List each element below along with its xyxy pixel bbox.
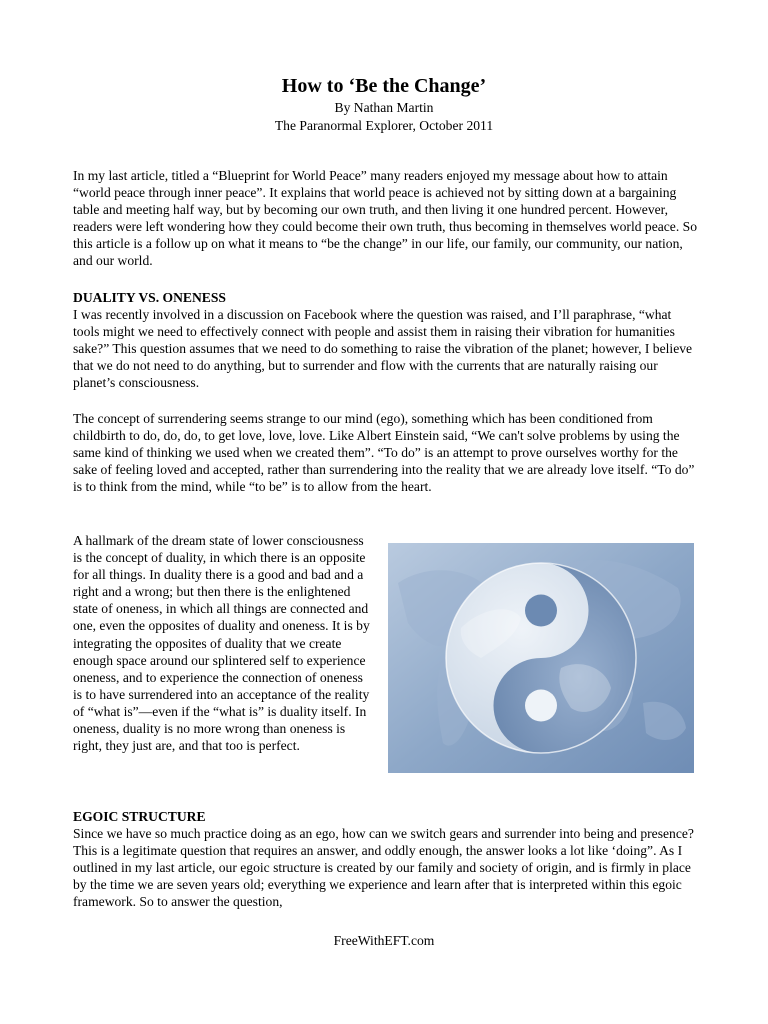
page-footer: FreeWithEFT.com xyxy=(333,933,435,948)
duality-paragraph-2: The concept of surrendering seems strange to our mind (ego), something which has been conditioned from childbirth to do, do, do, to get love, love, love. Like Albert Einstein said, “We can't solve problems by using the same kind of thinking we used when we created them”. “To do” is an attempt to prove ourselves worthy for the sake of feeling loved and accepted, rather than surrendering into the reality that we are already love itself. “To do” is to think from the mind, while “to be” is to allow from the heart. xyxy=(73,411,695,495)
article-byline: By Nathan Martin xyxy=(334,100,434,115)
article-title: How to ‘Be the Change’ xyxy=(281,75,487,97)
duality-paragraph-1: I was recently involved in a discussion on Facebook where the question was raised, and I’ll paraphrase, “what tools might we need to effectively connect with people and assist them in raising their vibration for humanities sake?” This question assumes that we need to do something to raise the vibration of the planet; however, I believe that we do not need to do anything, but to surrender and flow with the currents that are naturally raising our planet’s consciousness. xyxy=(73,307,693,391)
section-heading-duality: DUALITY VS. ONENESS xyxy=(73,290,226,305)
egoic-paragraph: Since we have so much practice doing as an ego, how can we switch gears and surrender into being and presence? This is a legitimate question that requires an answer, and oddly enough, the answer looks a lot like ‘doing”. As I outlined in my last article, our egoic structure is created by our family and society of origin, and is firmly in place by the time we are seven years old; everything we experience and learn after that is interpreted within this egoic framework. So to answer the question, xyxy=(73,826,694,910)
intro-paragraph: In my last article, titled a “Blueprint for World Peace” many readers enjoyed my message about how to attain “world peace through inner peace”. It explains that world peace is achieved not by sitting down at a bargaining table and meeting half way, but by becoming our own truth, and then living it one hundred percent. However, readers were left wondering how they could become their own truth, thus becoming in themselves world peace. So this article is a follow up on what it means to “be the change” in our life, our family, our community, our nation, and our world. xyxy=(73,168,697,269)
section-heading-egoic: EGOIC STRUCTURE xyxy=(73,809,206,824)
duality-paragraph-3: A hallmark of the dream state of lower consciousness is the concept of duality, in which there is an opposite for all things. In duality there is a good and bad and a right and a wrong; but then there is the enlightened state of oneness, in which all things are connected and one, even the opposites of duality and oneness. It is by integrating the opposites of duality that we create enough space around our splintered self to experience oneness, and to experience the connection of oneness is to have surrendered into an acceptance of the reality of “what is”—even if the “what is” is duality itself. In oneness, duality is no more wrong than oneness is right, they just are, and that too is perfect. xyxy=(73,533,370,754)
yin-yang-world-map-icon xyxy=(388,543,694,773)
article-source: The Paranormal Explorer, October 2011 xyxy=(274,118,494,133)
